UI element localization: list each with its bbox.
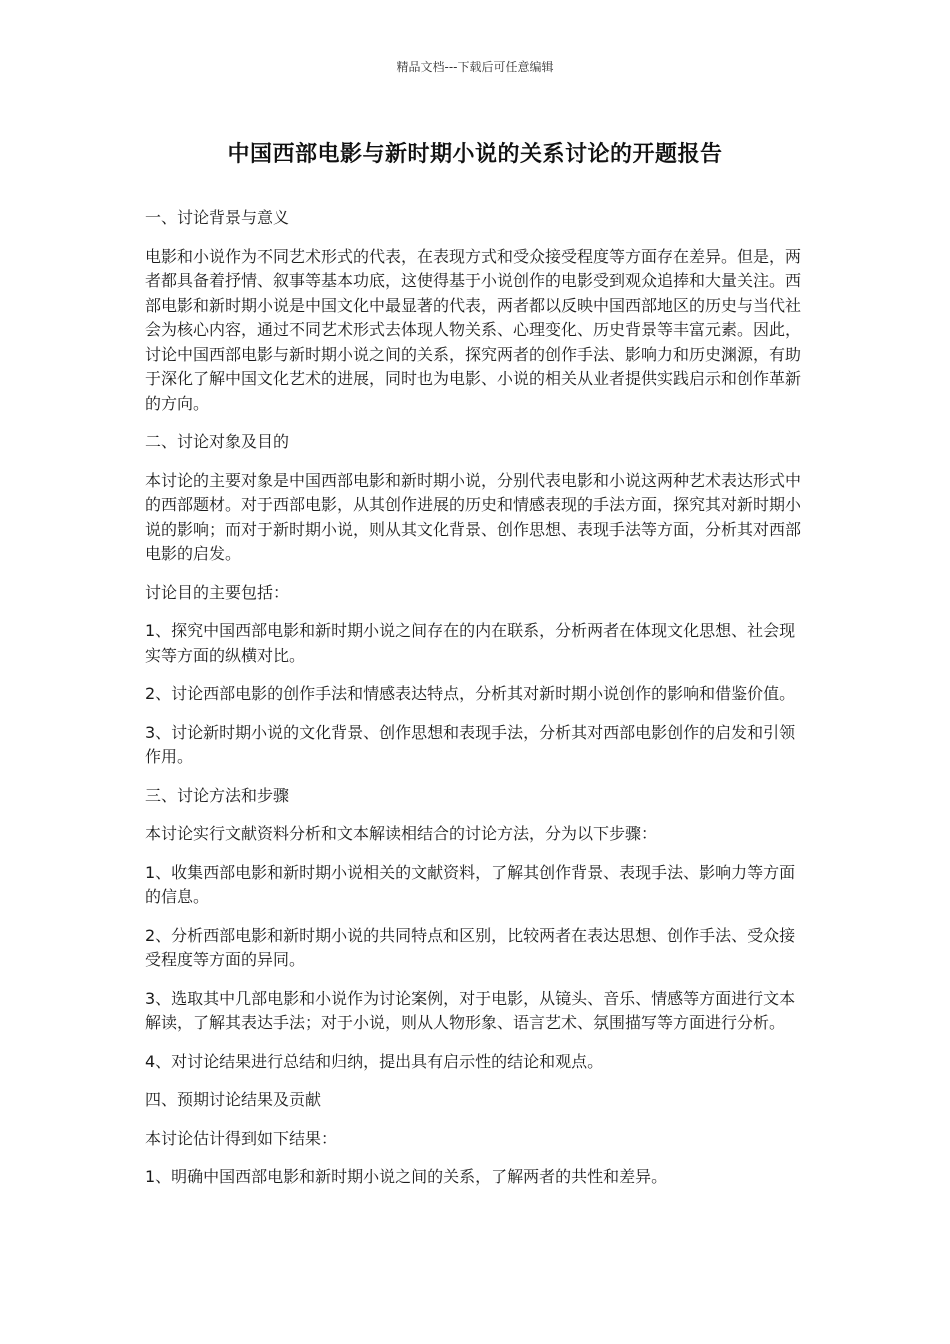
document-body <box>145 206 807 1204</box>
section-heading-results: 四、预期讨论结果及贡献 <box>145 1090 322 1109</box>
paragraph-goals-intro: 讨论目的主要包括： <box>145 582 290 602</box>
step-item-2: 2、分析西部电影和新时期小说的共同特点和区别，比较两者在表达思想、创作手法、受众接受程度等方面的异同。 <box>145 925 796 969</box>
step-item-1: 1、收集西部电影和新时期小说相关的文献资料，了解其创作背景、表现手法、影响力等方面的信息。 <box>145 862 796 906</box>
result-item-1: 1、明确中国西部电影和新时期小说之间的关系，了解两者的共性和差异。 <box>145 1167 668 1186</box>
section-heading-background: 一、讨论背景与意义 <box>145 208 290 227</box>
goal-item-2: 2、讨论西部电影的创作手法和情感表达特点，分析其对新时期小说创作的影响和借鉴价值。 <box>145 684 796 703</box>
step-item-3: 3、选取其中几部电影和小说作为讨论案例，对于电影，从镜头、音乐、情感等方面进行文本解读，了解其表达手法；对于小说，则从人物形象、语言艺术、氛围描写等方面进行分析。 <box>145 988 796 1032</box>
header-note: 精品文档---下载后可任意编辑 <box>396 60 554 74</box>
paragraph-results-intro: 本讨论估计得到如下结果： <box>145 1128 338 1148</box>
section-heading-objects: 二、讨论对象及目的 <box>145 432 290 451</box>
paragraph-background: 电影和小说作为不同艺术形式的代表，在表现方式和受众接受程度等方面存在差异。但是，两者都具备着抒情、叙事等基本功底，这使得基于小说创作的电影受到观众追捧和大量关注。西部电影和新时期小说是中国文化中最显著的代表，两者都以反映中国西部地区的历史与当代社会为核心内容，通过不同艺术形式去体现人物关系、心理变化、历史背景等丰富元素。因此，讨论中国西部电影与新时期小说之间的关系，探究两者的创作手法、影响力和历史渊源，有助于深化了解中国文化艺术的进展，同时也为电影、小说的相关从业者提供实践启示和创作革新的方向。 <box>145 246 802 413</box>
goal-item-1: 1、探究中国西部电影和新时期小说之间存在的内在联系，分析两者在体现文化思想、社会现实等方面的纵横对比。 <box>145 621 796 665</box>
section-heading-methods: 三、讨论方法和步骤 <box>145 785 290 805</box>
step-item-4: 4、对讨论结果进行总结和归纳，提出具有启示性的结论和观点。 <box>145 1051 604 1071</box>
paragraph-objects: 本讨论的主要对象是中国西部电影和新时期小说，分别代表电影和小说这两种艺术表达形式中的西部题材。对于西部电影，从其创作进展的历史和情感表现的手法方面，探究其对新时期小说的影响；而对于新时期小说，则从其文化背景、创作思想、表现手法等方面，分析其对西部电影的启发。 <box>145 470 802 563</box>
goal-item-3: 3、讨论新时期小说的文化背景、创作思想和表现手法，分析其对西部电影创作的启发和引领作用。 <box>145 722 796 766</box>
document-title: 中国西部电影与新时期小说的关系讨论的开题报告 <box>227 142 723 167</box>
paragraph-methods: 本讨论实行文献资料分析和文本解读相结合的讨论方法，分为以下步骤： <box>145 824 658 843</box>
